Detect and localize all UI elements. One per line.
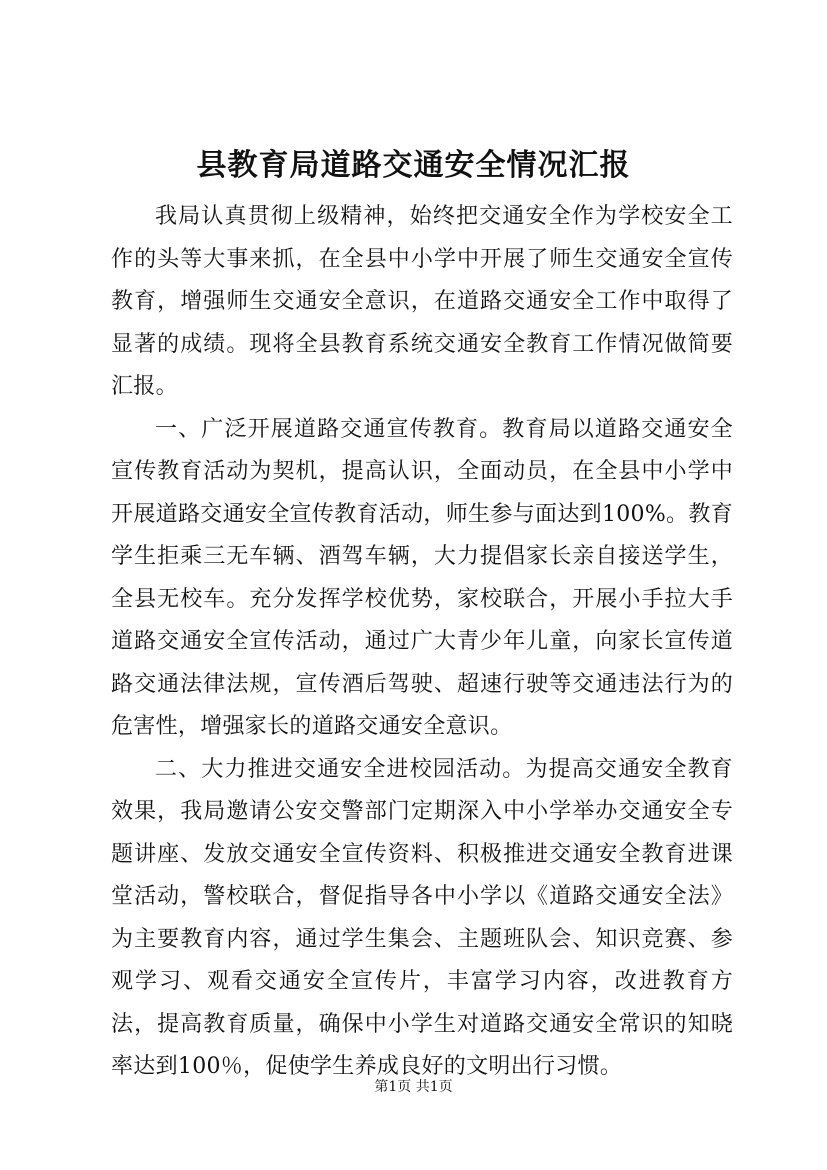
paragraph-section-1: 一、广泛开展道路交通宣传教育。教育局以道路交通安全宣传教育活动为契机，提高认识，全面动员，在全县中小学中开展道路交通安全宣传教育活动，师生参与面达到100%。教育学生拒乘三无车辆、酒驾车辆，大力提倡家长亲自接送学生，全县无校车。充分发挥学校优势，家校联合，开展小手拉大手道路交通安全宣传活动，通过广大青少年儿童，向家长宣传道路交通法律法规，宣传酒后驾驶、超速行驶等交通违法行为的危害性，增强家长的道路交通安全意识。: [111, 416, 733, 739]
page-title: 县教育局道路交通安全情况汇报: [196, 148, 631, 183]
document-body: [111, 196, 733, 1089]
page-number-footer: 第1页 共1页: [374, 1079, 453, 1095]
paragraph-section-2: 二、大力推进交通安全进校园活动。为提高交通安全教育效果，我局邀请公安交警部门定期深入中小学举办交通安全专题讲座、发放交通安全宣传资料、积极推进交通安全教育进课堂活动，警校联合，督促指导各中小学以《道路交通安全法》为主要教育内容，通过学生集会、主题班队会、知识竞赛、参观学习、观看交通安全宣传片，丰富学习内容，改进教育方法，提高教育质量，确保中小学生对道路交通安全常识的知晓率达到100％，促使学生养成良好的文明出行习惯。: [111, 756, 733, 1079]
paragraph-intro: 我局认真贯彻上级精神，始终把交通安全作为学校安全工作的头等大事来抓，在全县中小学中开展了师生交通安全宣传教育，增强师生交通安全意识，在道路交通安全工作中取得了显著的成绩。现将全县教育系统交通安全教育工作情况做简要汇报。: [111, 204, 733, 399]
